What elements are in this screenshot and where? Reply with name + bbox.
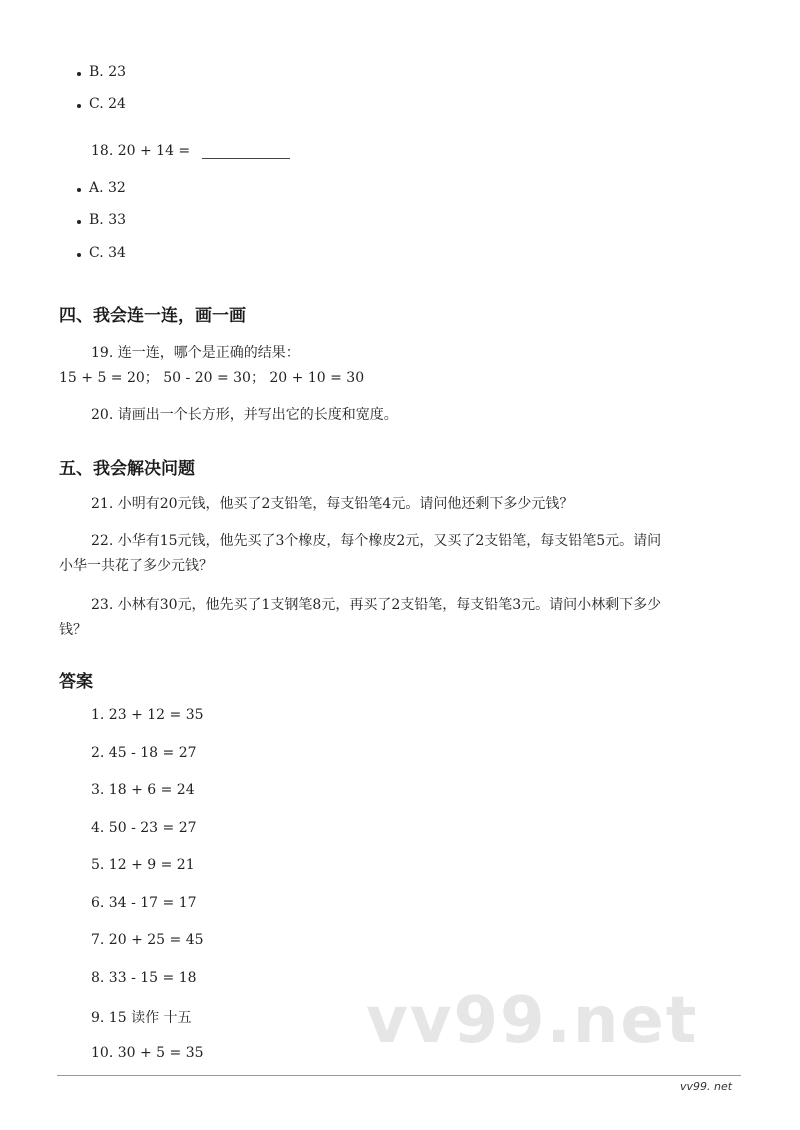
bullet: [77, 220, 81, 224]
answer-item: 1. 23 + 12 = 35: [91, 707, 204, 723]
q18-option-b: B. 33: [89, 212, 127, 228]
section5-heading: 五、我会解决问题: [59, 459, 195, 479]
q17-option-c: C. 24: [89, 96, 126, 112]
answer-item: 3. 18 + 6 = 24: [91, 782, 195, 798]
q19-text: 19. 连一连，哪个是正确的结果：: [91, 345, 300, 361]
answer-blank: [202, 158, 290, 159]
answer-item: 8. 33 - 15 = 18: [91, 970, 197, 986]
q23-text-line2: 钱？: [59, 622, 87, 638]
q20-text: 20. 请画出一个长方形，并写出它的长度和宽度。: [91, 407, 398, 423]
q22-text-line2: 小华一共花了多少元钱？: [59, 558, 213, 574]
answer-item: 2. 45 - 18 = 27: [91, 745, 197, 761]
answer-item: 7. 20 + 25 = 45: [91, 932, 204, 948]
bullet: [77, 72, 81, 76]
q22-text-line1: 22. 小华有15元钱，他先买了3个橡皮，每个橡皮2元，又买了2支铅笔，每支铅笔5元。请问: [91, 533, 662, 549]
q18-option-a: A. 32: [89, 180, 126, 196]
answer-item: 9. 15 读作 十五: [91, 1010, 192, 1026]
section4-heading: 四、我会连一连，画一画: [59, 306, 246, 326]
q18-stem: 18. 20 + 14 =: [91, 143, 191, 159]
q23-text-line1: 23. 小林有30元，他先买了1支钢笔8元，再买了2支铅笔，每支铅笔3元。请问小林剩下多少: [91, 597, 662, 613]
q21-text: 21. 小明有20元钱，他买了2支铅笔，每支铅笔4元。请问他还剩下多少元钱？: [91, 496, 574, 512]
footer-divider: [57, 1075, 741, 1076]
bullet: [77, 104, 81, 108]
answers-heading: 答案: [59, 672, 93, 692]
footer-text: vv99. net: [680, 1080, 733, 1093]
bullet: [77, 253, 81, 257]
q17-option-b: B. 23: [89, 64, 127, 80]
answer-item: 5. 12 + 9 = 21: [91, 857, 195, 873]
answer-item: 6. 34 - 17 = 17: [91, 895, 197, 911]
answer-item: 4. 50 - 23 = 27: [91, 820, 197, 836]
answer-item: 10. 30 + 5 = 35: [91, 1045, 204, 1061]
q19-items: 15 + 5 = 20； 50 - 20 = 30； 20 + 10 = 30: [59, 370, 365, 386]
bullet: [77, 188, 81, 192]
q18-option-c: C. 34: [89, 245, 126, 261]
watermark: vv99.net: [366, 984, 699, 1058]
